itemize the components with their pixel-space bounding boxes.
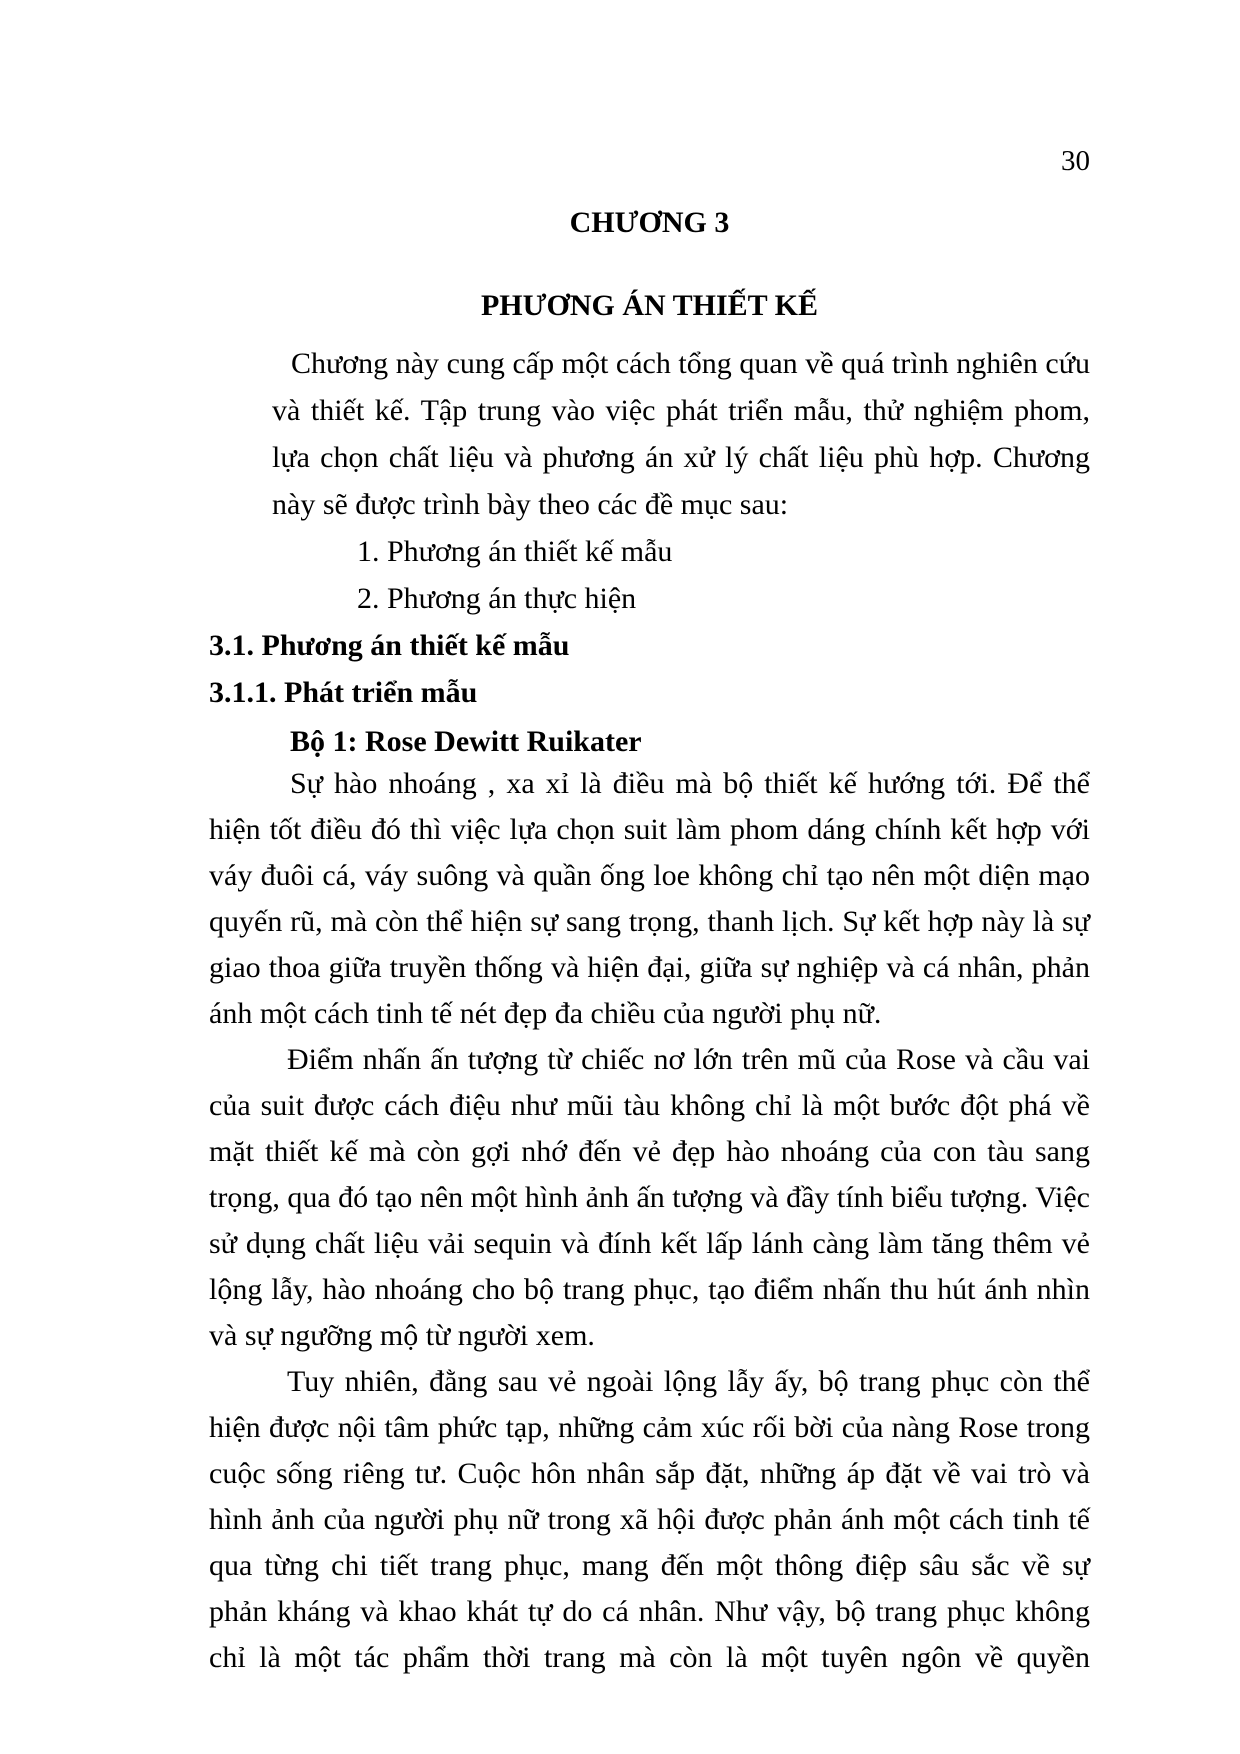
intro-paragraph: Chương này cung cấp một cách tổng quan về quá trình nghiên cứu và thiết kế. Tập trung vào việc phát triển mẫu, thử nghiệm phom, lựa chọn chất liệu và phương án xử lý chất liệu phù hợp. Chương này sẽ được trình bày theo các đề mục sau: <box>272 347 1090 521</box>
section-heading-3-1-1: 3.1.1. Phát triển mẫu <box>209 676 478 709</box>
outfit-1-title: Bộ 1: Rose Dewitt Ruikater <box>290 725 642 758</box>
chapter-heading: CHƯƠNG 3 <box>569 206 730 239</box>
outline-item-1: 1. Phương án thiết kế mẫu <box>357 535 673 568</box>
outfit-1-paragraph-3: Tuy nhiên, đằng sau vẻ ngoài lộng lẫy ấy, bộ trang phục còn thể hiện được nội tâm phức tạp, những cảm xúc rối bời của nàng Rose trong cuộc sống riêng tư. Cuộc hôn nhân sắp đặt, những áp đặt về vai trò và hình ảnh của người phụ nữ trong xã hội được phản ánh một cách tinh tế qua từng chi tiết trang phục, mang đến một thông điệp sâu sắc về sự phản kháng và khao khát tự do cá nhân. Như vậy, bộ trang phục không chỉ là một tác phẩm thời trang mà còn là một tuyên ngôn về quyền <box>209 1365 1090 1674</box>
outfit-1-paragraph-1: Sự hào nhoáng , xa xỉ là điều mà bộ thiết kế hướng tới. Để thể hiện tốt điều đó thì việc lựa chọn suit làm phom dáng chính kết hợp với váy đuôi cá, váy suông và quần ống loe không chỉ tạo nên một diện mạo quyến rũ, mà còn thể hiện sự sang trọng, thanh lịch. Sự kết hợp này là sự giao thoa giữa truyền thống và hiện đại, giữa sự nghiệp và cá nhân, phản ánh một cách tinh tế nét đẹp đa chiều của người phụ nữ. <box>209 767 1090 1030</box>
page-number: 30 <box>1061 145 1090 177</box>
outline-list <box>357 528 1090 622</box>
chapter-title: PHƯƠNG ÁN THIẾT KẾ <box>480 289 818 322</box>
section-heading-3-1: 3.1. Phương án thiết kế mẫu <box>209 629 570 662</box>
outfit-1-paragraph-2: Điểm nhấn ấn tượng từ chiếc nơ lớn trên mũ của Rose và cầu vai của suit được cách điệu như mũi tàu không chỉ là một bước đột phá về mặt thiết kế mà còn gợi nhớ đến vẻ đẹp hào nhoáng của con tàu sang trọng, qua đó tạo nên một hình ảnh ấn tượng và đầy tính biểu tượng. Việc sử dụng chất liệu vải sequin và đính kết lấp lánh càng làm tăng thêm vẻ lộng lẫy, hào nhoáng cho bộ trang phục, tạo điểm nhấn thu hút ánh nhìn và sự ngưỡng mộ từ người xem. <box>209 1043 1090 1352</box>
outline-item-2: 2. Phương án thực hiện <box>357 582 637 615</box>
